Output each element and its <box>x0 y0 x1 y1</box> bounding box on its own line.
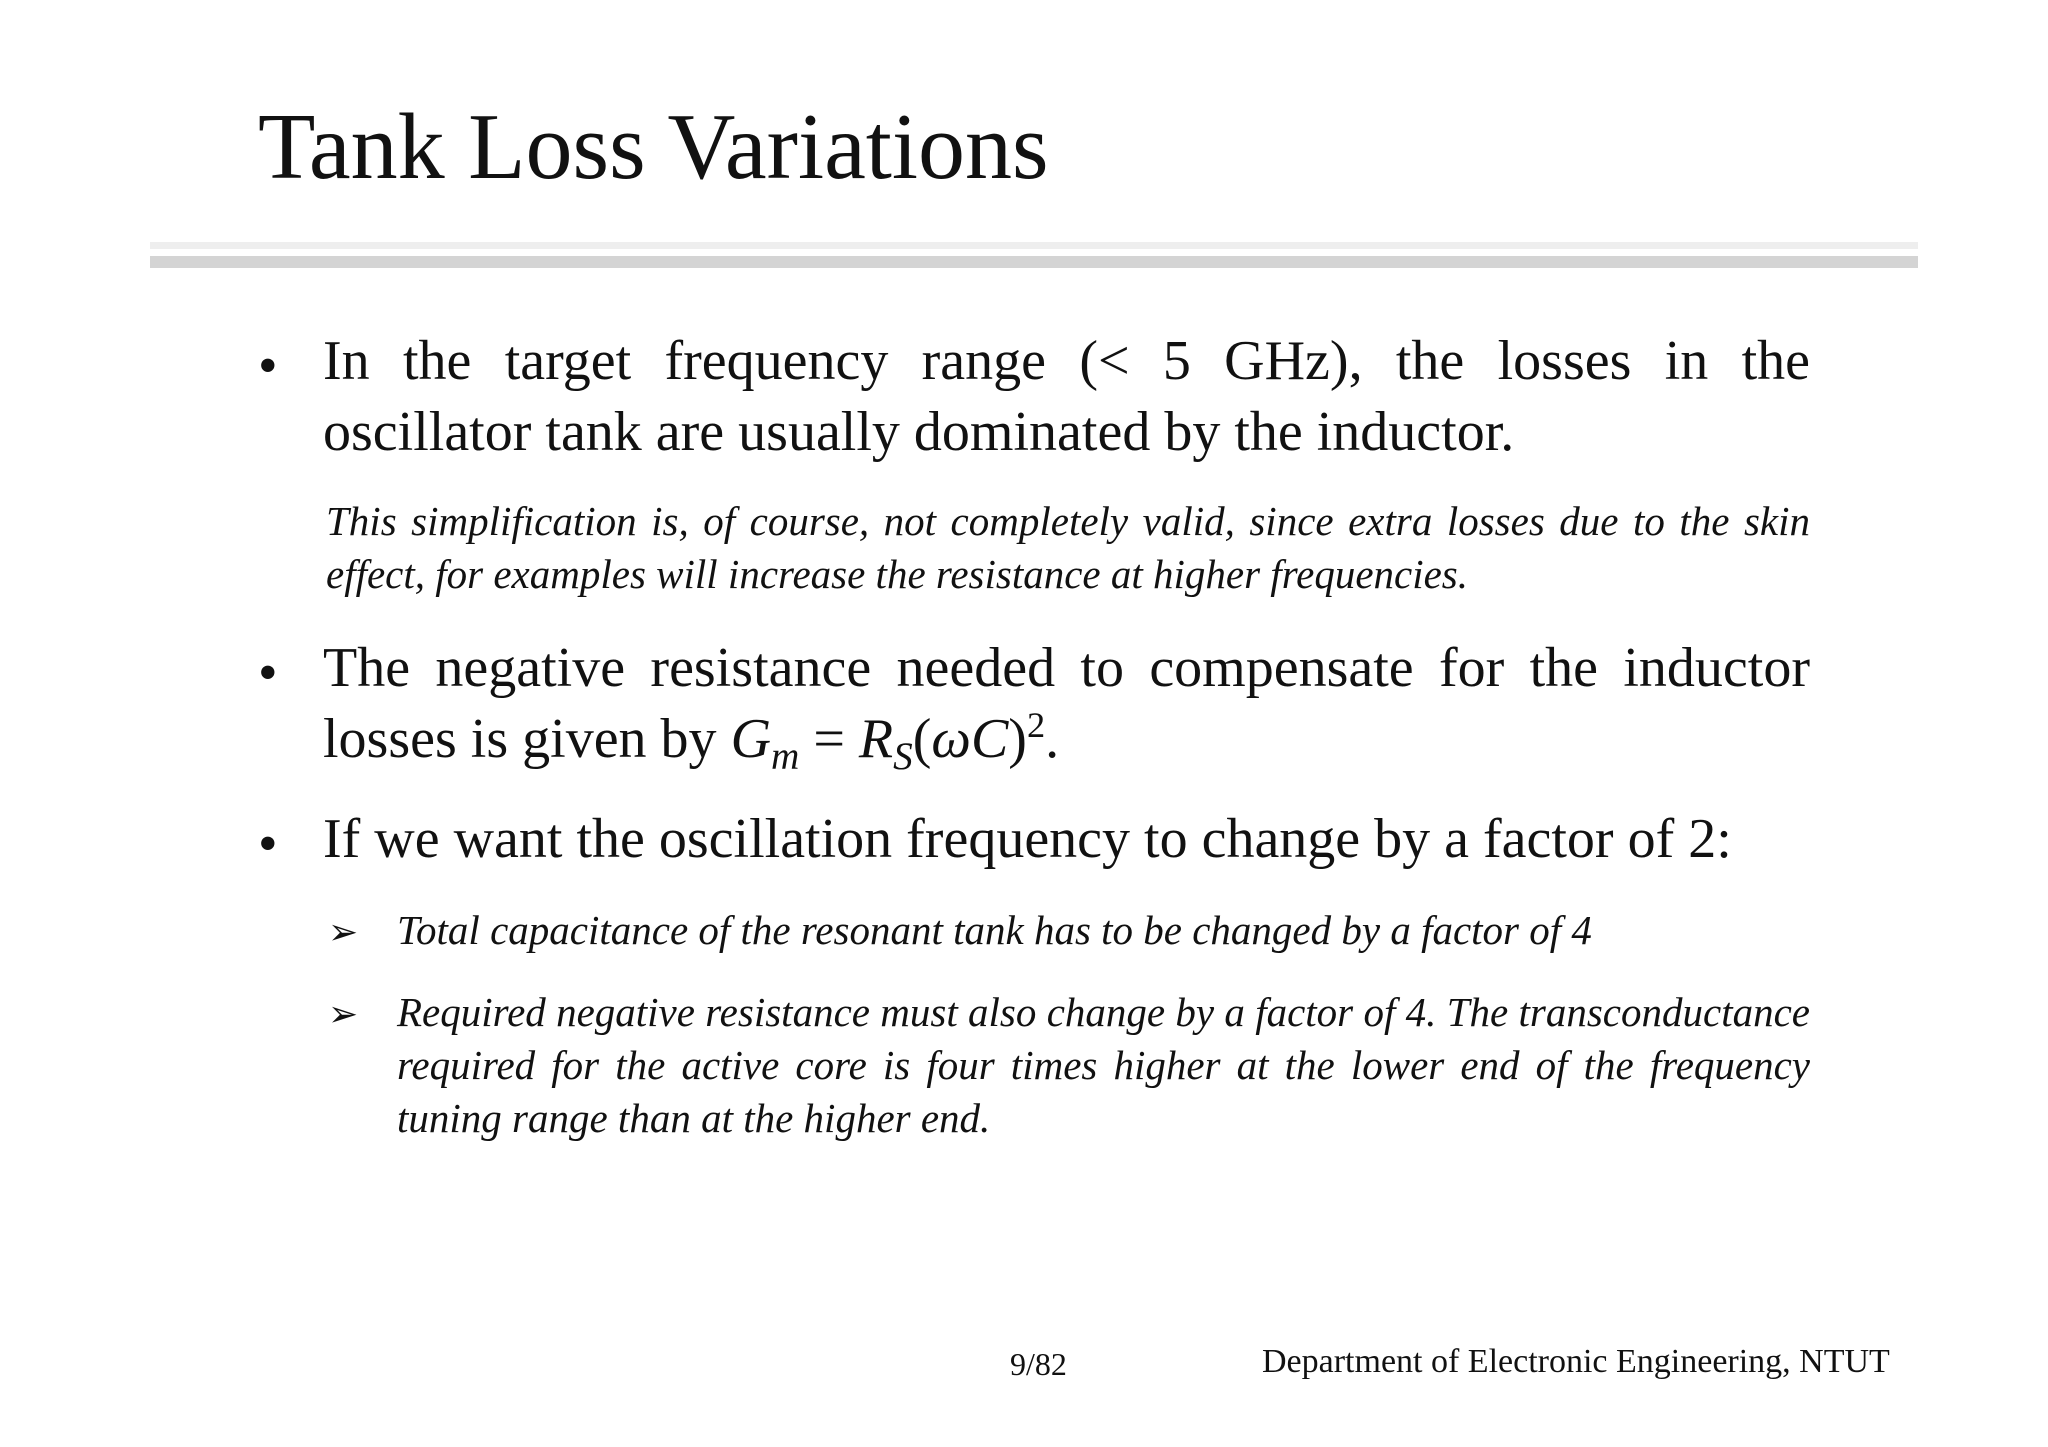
bullet-marker-3: • <box>258 813 278 875</box>
sub-item-text-1: Total capacitance of the resonant tank has to be changed by a factor of 4 <box>397 907 1592 953</box>
bullet-marker-2: • <box>258 642 278 704</box>
bullet-text-1: In the target frequency range (< 5 GHz), the losses in the oscillator tank are usually dominated by the inductor. <box>323 330 1810 463</box>
bullet-text-2-prefix: The negative resistance needed to compensate for the inductor losses is given by <box>323 637 1810 770</box>
formula-end: . <box>1045 708 1060 770</box>
bullet-note-1: This simplification is, of course, not completely valid, since extra losses due to the skin effect, for examples will increase the resistance at higher frequencies. <box>326 498 1810 597</box>
slide-title: Tank Loss Variations <box>258 95 1049 199</box>
sub-item-marker-2: ➢ <box>328 994 359 1034</box>
formula-paren-close: ) <box>1008 708 1027 770</box>
sub-item-text-2: Required negative resistance must also change by a factor of 4. The transconductance required for the active core is four times higher at the lower end of the frequency tuning range than at the higher end. <box>397 989 1810 1141</box>
formula-cap: C <box>970 708 1009 770</box>
formula-rhs-sub: S <box>893 734 913 778</box>
formula-exponent: 2 <box>1026 704 1046 745</box>
formula-omega: ω <box>931 708 971 770</box>
footer-department: Department of Electronic Engineering, NTUT <box>1262 1343 1890 1380</box>
formula-lhs: G <box>730 708 772 770</box>
formula <box>730 704 1060 778</box>
bullet-text-2 <box>323 633 1810 778</box>
formula-paren-open: ( <box>912 708 932 770</box>
bullet-marker-1: • <box>258 335 278 397</box>
formula-rhs: R <box>858 708 894 770</box>
title-divider-thin <box>150 242 1918 249</box>
title-divider-thick <box>150 256 1918 268</box>
bullet-text-3: If we want the oscillation frequency to change by a factor of 2: <box>323 808 1732 870</box>
formula-lhs-sub: m <box>771 734 800 778</box>
formula-equals: = <box>799 708 859 770</box>
sub-item-marker-1: ➢ <box>328 912 359 952</box>
page-number: 9/82 <box>1010 1346 1067 1382</box>
